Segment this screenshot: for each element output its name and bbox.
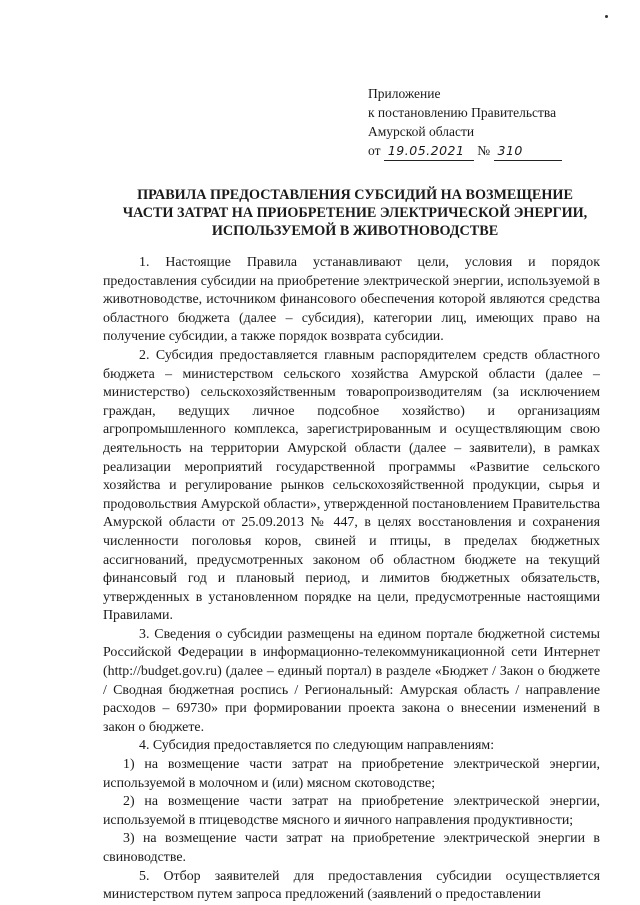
- appendix-date-line: [368, 141, 628, 161]
- appendix-header: [368, 84, 628, 161]
- paragraph-4-item-1: 1) на возмещение части затрат на приобретение электрической энергии, используемой в молочном и (или) мясном скотоводстве;: [103, 757, 600, 791]
- document-title: [100, 186, 610, 240]
- title-line-1: ПРАВИЛА ПРЕДОСТАВЛЕНИЯ СУБСИДИЙ НА ВОЗМЕЩЕНИЕ: [137, 187, 573, 203]
- paragraph-3: 3. Сведения о субсидии размещены на едином портале бюджетной системы Российской Федерации в информационно-телекоммуникационной сети Интернет (http://budget.gov.ru) (далее – единый портал) в разделе «Бюджет / Закон о бюджете / Сводная бюджетная роспись / Региональный: Амурская область / направление расходов – 69730» при формировании проекта закона о внесении изменений в закон о бюджете.: [103, 626, 600, 735]
- paragraph-4-item-2: 2) на возмещение части затрат на приобретение электрической энергии, используемой в птицеводстве мясного и яичного направления продуктивности;: [103, 794, 600, 828]
- number-label: №: [477, 143, 491, 158]
- document-body: [103, 254, 600, 905]
- appendix-line-1: Приложение: [368, 86, 441, 101]
- from-label: от: [368, 143, 381, 158]
- handwritten-date: 19.05.2021: [384, 141, 474, 161]
- paragraph-5: 5. Отбор заявителей для предоставления субсидии осуществляется министерством путем запроса предложений (заявлений о предоставлении: [103, 868, 600, 903]
- appendix-line-2: к постановлению Правительства: [368, 105, 557, 120]
- title-line-3: ИСПОЛЬЗУЕМОЙ В ЖИВОТНОВОДСТВЕ: [211, 223, 499, 239]
- scan-dot: [605, 15, 608, 18]
- paragraph-1: 1. Настоящие Правила устанавливают цели, условия и порядок предоставления субсидии на приобретение электрической энергии, используемой в животноводстве, источником финансового обеспечения которой являются средства областного бюджета (далее – субсидия), категории лиц, имеющих право на получение субсидии, а также порядок возврата субсидии.: [103, 255, 600, 345]
- title-line-2: ЧАСТИ ЗАТРАТ НА ПРИОБРЕТЕНИЕ ЭЛЕКТРИЧЕСКОЙ ЭНЕРГИИ,: [122, 205, 588, 221]
- appendix-line-3: Амурской области: [368, 124, 475, 139]
- handwritten-number: 310: [494, 141, 562, 161]
- paragraph-4: 4. Субсидия предоставляется по следующим направлениям:: [139, 738, 495, 754]
- paragraph-4-item-3: 3) на возмещение части затрат на приобретение электрической энергии в свиноводстве.: [103, 831, 600, 865]
- paragraph-2: 2. Субсидия предоставляется главным распорядителем средств областного бюджета – министерством сельского хозяйства Амурской области (далее – министерство) сельскохозяйственным товаропроизводителям (за исключением граждан, ведущих личное подсобное хозяйство) и организациям агропромышленного комплекса, зарегистрированным и осуществляющим свою деятельность на территории Амурской области (далее – заявители), в рамках реализации мероприятий государственной программы «Развитие сельского хозяйства и регулирование рынков сельскохозяйственной продукции, сырья и продовольствия Амурской области», утвержденной постановлением Правительства Амурской области от 25.09.2013 № 447, в целях восстановления и сохранения численности поголовья коров, свиней и птицы, в пределах бюджетных ассигнований, предусмотренных законом об областном бюджете на текущий финансовый год и плановый период, и лимитов бюджетных обязательств, утвержденных в установленном порядке на цели, предусмотренные настоящими Правилами.: [103, 347, 600, 624]
